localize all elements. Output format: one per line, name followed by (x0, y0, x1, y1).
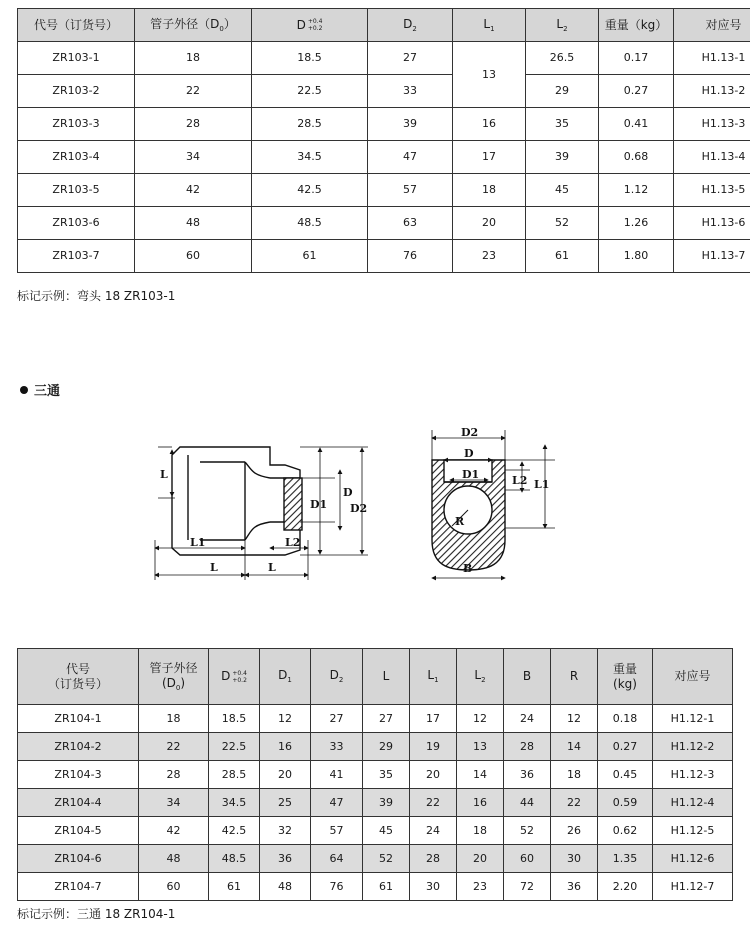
table-cell: H1.12-5 (653, 817, 733, 845)
table-cell: 42.5 (252, 174, 368, 207)
table-cell: 0.62 (598, 817, 653, 845)
header-subscript: 2 (338, 676, 344, 685)
header-subscript: 1 (490, 24, 495, 33)
table-cell: 34 (135, 141, 252, 174)
table-cell: 16 (260, 733, 311, 761)
table-cell: ZR104-2 (18, 733, 139, 761)
tolerance-upper: +0.4 (232, 669, 247, 677)
table-cell: 13 (453, 42, 526, 108)
header-text: L (556, 16, 564, 31)
table-row (18, 789, 733, 817)
tolerance (232, 670, 247, 684)
column-header (598, 649, 653, 705)
table-cell: 39 (526, 141, 599, 174)
table-cell: 61 (363, 873, 410, 901)
table-cell: ZR104-6 (18, 845, 139, 873)
table-cell: 48 (135, 207, 252, 240)
table-cell: 20 (457, 845, 504, 873)
table-cell: 26 (551, 817, 598, 845)
column-header (653, 649, 733, 705)
column-header (311, 649, 363, 705)
table-cell: H1.12-2 (653, 733, 733, 761)
header-text: L (483, 16, 491, 31)
header-subscript: 1 (434, 676, 439, 685)
table-cell: 42 (139, 817, 209, 845)
side-view-labels (160, 468, 367, 574)
table-cell: ZR103-3 (18, 108, 135, 141)
table-cell: 1.80 (599, 240, 674, 273)
table-cell: 28 (504, 733, 551, 761)
table-cell: 0.41 (599, 108, 674, 141)
table-cell: 12 (551, 705, 598, 733)
header-text-after: ) (180, 675, 186, 690)
table-cell: ZR104-7 (18, 873, 139, 901)
label-L-bottom-right: L (268, 561, 276, 574)
table-cell: 34.5 (209, 789, 260, 817)
label-L1-right: L1 (534, 478, 550, 491)
table-cell: 61 (526, 240, 599, 273)
table-cell: 42.5 (209, 817, 260, 845)
table-cell: 76 (311, 873, 363, 901)
table-cell: ZR103-6 (18, 207, 135, 240)
table-cell: H1.13-7 (674, 240, 750, 273)
table-cell: 0.27 (598, 733, 653, 761)
table-cell: 18.5 (209, 705, 260, 733)
table-cell: 76 (368, 240, 453, 273)
table-cell: 34.5 (252, 141, 368, 174)
column-header (18, 649, 139, 705)
header-text-line2: (D (161, 675, 176, 690)
table-cell: H1.13-4 (674, 141, 750, 174)
table-row (18, 817, 733, 845)
label-D1: D1 (310, 498, 328, 511)
label-D: D (343, 486, 353, 499)
header-text: 管子外径 (149, 660, 198, 675)
table-cell: 1.35 (598, 845, 653, 873)
label-L-bottom-left: L (210, 561, 218, 574)
table-cell: 23 (457, 873, 504, 901)
header-text: L (474, 668, 482, 683)
header-text: 代号（订货号） (33, 17, 118, 32)
header-text: D (329, 668, 339, 683)
table-cell: 30 (410, 873, 457, 901)
table-cell: ZR103-1 (18, 42, 135, 75)
header-text: 重量（kg） (604, 17, 668, 32)
table-cell: 41 (311, 761, 363, 789)
table-cell: H1.12-7 (653, 873, 733, 901)
table-cell: H1.13-3 (674, 108, 750, 141)
table-cell: 61 (209, 873, 260, 901)
tee-spec-table (17, 648, 733, 901)
header-text: L (382, 669, 390, 683)
tee-side-view (155, 447, 368, 580)
table-cell: 28 (410, 845, 457, 873)
header-subscript: 2 (563, 24, 568, 33)
table-cell: 22 (551, 789, 598, 817)
table-cell: ZR104-5 (18, 817, 139, 845)
table-cell: 42 (135, 174, 252, 207)
table-cell: 22.5 (252, 75, 368, 108)
header-text-after: ） (223, 16, 236, 31)
header-text: L (427, 668, 435, 683)
table-cell: H1.12-3 (653, 761, 733, 789)
table-cell: 20 (260, 761, 311, 789)
tolerance-upper: +0.4 (307, 18, 323, 25)
header-subscript: 0 (219, 24, 224, 33)
table-cell: 16 (453, 108, 526, 141)
column-header (139, 649, 209, 705)
table-cell: 60 (504, 845, 551, 873)
header-text: D (278, 668, 288, 683)
table-cell: 1.26 (599, 207, 674, 240)
header-subscript: 0 (175, 683, 181, 692)
table-cell: 35 (363, 761, 410, 789)
table-cell: 16 (457, 789, 504, 817)
table-cell: 61 (252, 240, 368, 273)
table-cell: 72 (504, 873, 551, 901)
label-R: R (455, 515, 465, 528)
table-cell: 0.59 (598, 789, 653, 817)
table-cell: 60 (135, 240, 252, 273)
table-cell: 64 (311, 845, 363, 873)
table-cell: 22 (135, 75, 252, 108)
table-cell: 0.18 (598, 705, 653, 733)
table-cell: 27 (363, 705, 410, 733)
table-row (18, 705, 733, 733)
table-cell: H1.13-2 (674, 75, 750, 108)
table-cell: 25 (260, 789, 311, 817)
column-header (260, 649, 311, 705)
table-cell: H1.12-6 (653, 845, 733, 873)
table-cell: 2.20 (598, 873, 653, 901)
table-cell: 17 (410, 705, 457, 733)
table-cell: 33 (311, 733, 363, 761)
table-cell: 48.5 (252, 207, 368, 240)
table-cell: ZR103-4 (18, 141, 135, 174)
table-cell: 23 (453, 240, 526, 273)
table-row (18, 873, 733, 901)
label-D2-top: D2 (461, 426, 479, 439)
table-cell: 18 (453, 174, 526, 207)
header-subscript: 2 (481, 676, 486, 685)
table-cell: 34 (139, 789, 209, 817)
header-text: D (403, 16, 413, 31)
table-cell: 18 (457, 817, 504, 845)
table-row (18, 845, 733, 873)
table-cell: 39 (368, 108, 453, 141)
table-cell: 18 (139, 705, 209, 733)
table-cell: 0.27 (599, 75, 674, 108)
label-L2-right: L2 (512, 474, 528, 487)
label-B: B (463, 562, 473, 575)
table-cell: 13 (457, 733, 504, 761)
tolerance-lower: +0.2 (307, 25, 323, 32)
header-text: D (296, 17, 306, 32)
table-cell: 52 (504, 817, 551, 845)
table-cell: 22 (410, 789, 457, 817)
table-row (18, 761, 733, 789)
table-cell: 48 (139, 845, 209, 873)
header-text-line2: (kg) (613, 676, 637, 691)
section-title: 三通 (34, 384, 61, 399)
table-cell: 36 (551, 873, 598, 901)
table-cell: ZR104-4 (18, 789, 139, 817)
table-cell: 12 (457, 705, 504, 733)
table-cell: 28 (139, 761, 209, 789)
table-cell: 19 (410, 733, 457, 761)
table-cell: H1.13-5 (674, 174, 750, 207)
header-text: 对应号 (674, 669, 711, 683)
table-cell: 18 (135, 42, 252, 75)
header-text: 对应号 (705, 17, 742, 32)
table-cell: 48 (260, 873, 311, 901)
table-cell: 0.68 (599, 141, 674, 174)
elbow-marking-example: 标记示例：弯头 18 ZR103-1 (17, 289, 176, 303)
table-cell: 29 (363, 733, 410, 761)
table-cell: ZR103-5 (18, 174, 135, 207)
table-cell: 20 (453, 207, 526, 240)
table-cell: 52 (526, 207, 599, 240)
table-cell: 33 (368, 75, 453, 108)
header-text: 代号 (65, 661, 90, 676)
table-cell: 27 (368, 42, 453, 75)
table-cell: 12 (260, 705, 311, 733)
table-cell: 24 (504, 705, 551, 733)
header-text-line2: （订货号） (47, 676, 108, 691)
table-row (18, 733, 733, 761)
table-cell: 60 (139, 873, 209, 901)
table-cell: 14 (457, 761, 504, 789)
table-cell: H1.13-6 (674, 207, 750, 240)
tolerance-lower: +0.2 (232, 676, 247, 684)
table-cell: 28.5 (209, 761, 260, 789)
table-cell: 30 (551, 845, 598, 873)
table-cell: ZR104-3 (18, 761, 139, 789)
table-cell: 47 (368, 141, 453, 174)
table-cell: 45 (363, 817, 410, 845)
table-cell: 36 (260, 845, 311, 873)
table-cell: 28.5 (252, 108, 368, 141)
table-cell: ZR104-1 (18, 705, 139, 733)
table-cell: 18.5 (252, 42, 368, 75)
header-text: B (522, 669, 532, 683)
table-cell: 45 (526, 174, 599, 207)
header-text: D (221, 669, 231, 683)
table-cell: H1.12-1 (653, 705, 733, 733)
table-cell: 17 (453, 141, 526, 174)
table-cell: H1.12-4 (653, 789, 733, 817)
table-cell: 39 (363, 789, 410, 817)
header-subscript: 2 (412, 24, 417, 33)
table-cell: 47 (311, 789, 363, 817)
column-header (363, 649, 410, 705)
table-cell: 63 (368, 207, 453, 240)
header-text: 管子外径（D (150, 16, 220, 31)
label-D-top: D (464, 447, 474, 460)
label-L2: L2 (285, 536, 301, 549)
table-cell: 52 (363, 845, 410, 873)
header-text: 重量 (612, 661, 637, 676)
tee-front-view (432, 430, 555, 578)
label-D1-top: D1 (462, 468, 480, 481)
table-cell: 28 (135, 108, 252, 141)
table-cell: ZR103-2 (18, 75, 135, 108)
table-cell: 35 (526, 108, 599, 141)
table-cell: 18 (551, 761, 598, 789)
table-cell: 20 (410, 761, 457, 789)
column-header (410, 649, 457, 705)
column-header (209, 649, 260, 705)
table-cell: 24 (410, 817, 457, 845)
table-cell: 0.17 (599, 42, 674, 75)
table-cell: 32 (260, 817, 311, 845)
table-cell: ZR103-7 (18, 240, 135, 273)
table-cell: 0.45 (598, 761, 653, 789)
table-cell: 36 (504, 761, 551, 789)
label-L-vertical: L (160, 468, 168, 481)
table-cell: 26.5 (526, 42, 599, 75)
column-header (504, 649, 551, 705)
header-row (18, 649, 733, 705)
column-header (551, 649, 598, 705)
table-cell: 48.5 (209, 845, 260, 873)
label-L1: L1 (190, 536, 206, 549)
column-header (457, 649, 504, 705)
label-D2: D2 (350, 502, 368, 515)
table-cell: 57 (368, 174, 453, 207)
table-cell: 29 (526, 75, 599, 108)
table-cell: 1.12 (599, 174, 674, 207)
table-cell: 57 (311, 817, 363, 845)
tee-marking-example: 标记示例：三通 18 ZR104-1 (17, 907, 176, 921)
table-cell: 22 (139, 733, 209, 761)
table-cell: 22.5 (209, 733, 260, 761)
table-cell: 14 (551, 733, 598, 761)
header-subscript: 1 (287, 676, 292, 685)
table-cell: 44 (504, 789, 551, 817)
table-cell: H1.13-1 (674, 42, 750, 75)
table-cell: 27 (311, 705, 363, 733)
header-text: R (569, 669, 579, 683)
